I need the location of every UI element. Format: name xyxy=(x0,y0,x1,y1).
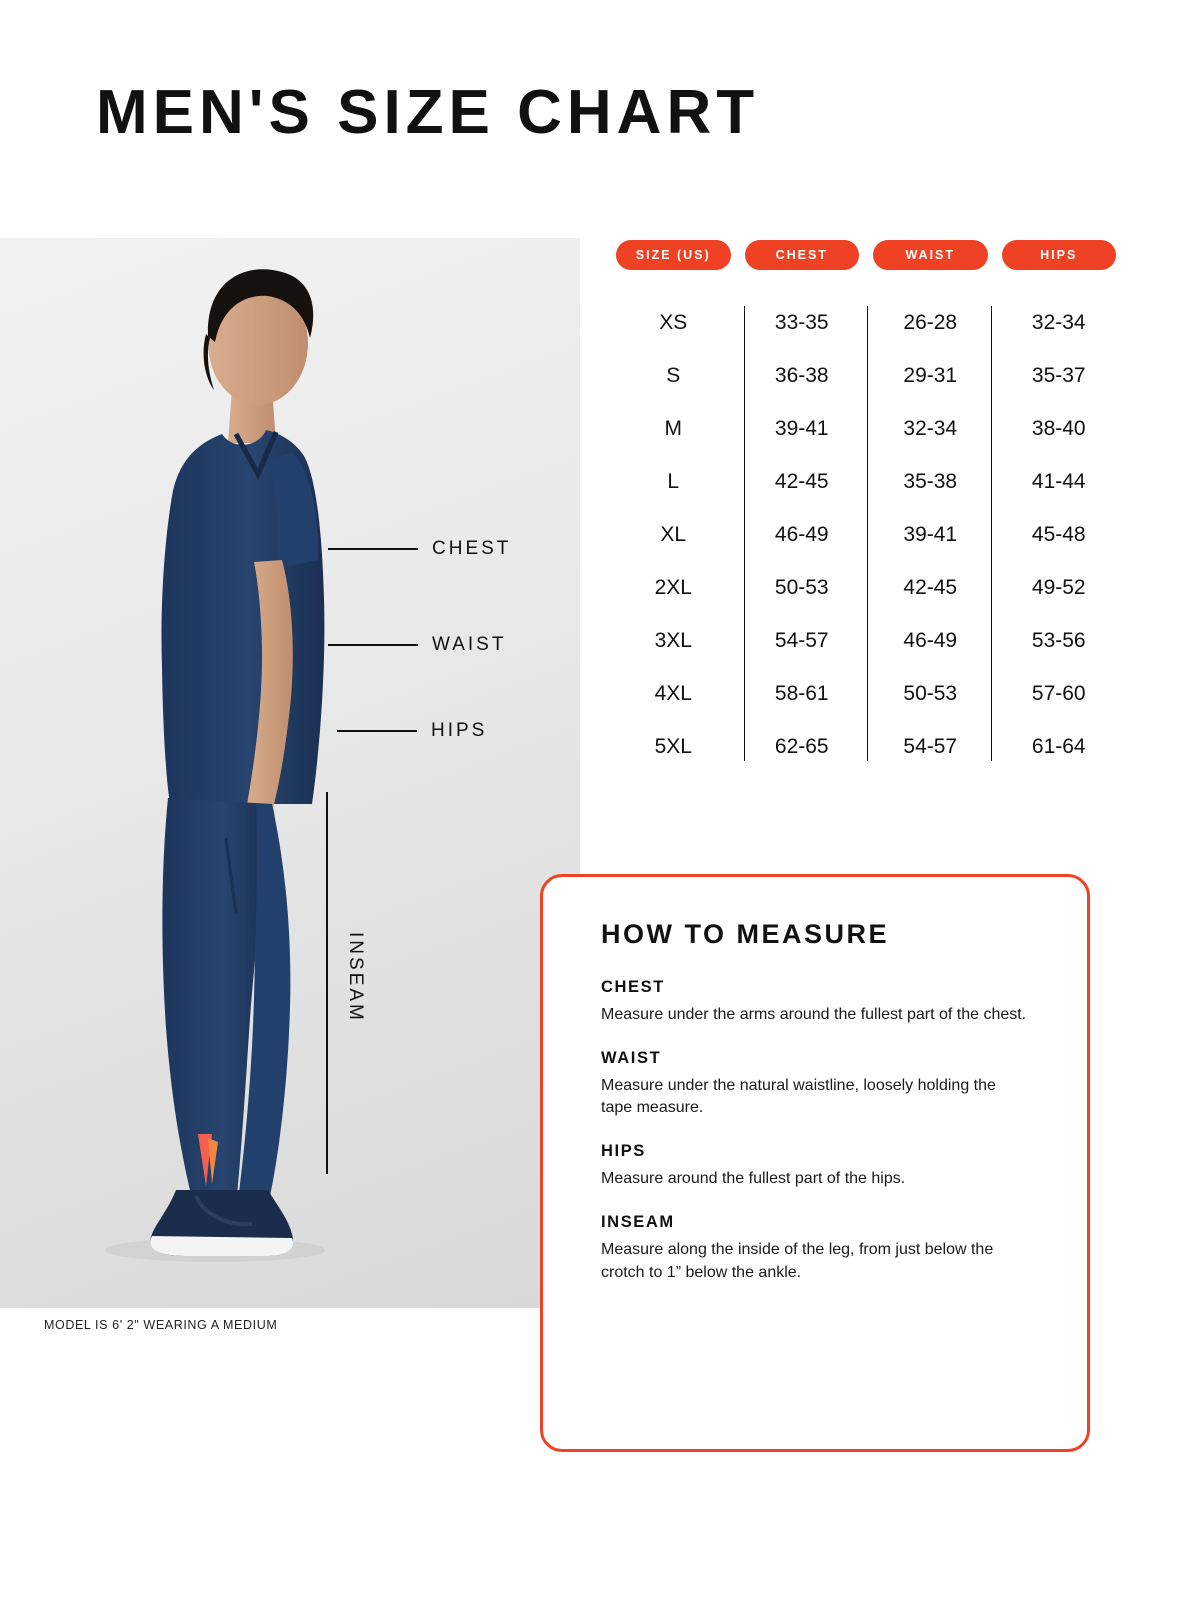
callout-line xyxy=(328,548,418,550)
callout-line xyxy=(337,730,417,732)
cell-waist: 50-53 xyxy=(903,681,958,705)
how-to-item-inseam xyxy=(601,1213,1041,1284)
cell-size: 3XL xyxy=(654,628,692,652)
how-to-desc-inseam: Measure along the inside of the leg, from just below the crotch to 1” below the ankle. xyxy=(601,1240,994,1281)
table-body xyxy=(616,296,1116,773)
callout-hips-label: HIPS xyxy=(431,720,488,741)
table-row xyxy=(616,614,1116,667)
cell-hips: 53-56 xyxy=(1031,628,1086,652)
callout-line xyxy=(328,644,418,646)
cell-chest: 54-57 xyxy=(774,628,829,652)
cell-hips: 45-48 xyxy=(1031,522,1086,546)
cell-hips: 49-52 xyxy=(1031,575,1086,599)
cell-hips: 61-64 xyxy=(1031,734,1086,758)
column-header-size: SIZE (US) xyxy=(616,240,731,270)
cell-waist: 32-34 xyxy=(903,416,958,440)
cell-size: 2XL xyxy=(654,575,692,599)
how-to-item-waist xyxy=(601,1049,1041,1120)
cell-chest: 46-49 xyxy=(774,522,829,546)
cell-hips: 57-60 xyxy=(1031,681,1086,705)
model-illustration xyxy=(0,238,580,1308)
cell-waist: 46-49 xyxy=(903,628,958,652)
cell-size: 5XL xyxy=(654,734,692,758)
callout-inseam-label: INSEAM xyxy=(345,932,366,1023)
cell-chest: 39-41 xyxy=(774,416,829,440)
cell-waist: 29-31 xyxy=(903,363,958,387)
cell-waist: 35-38 xyxy=(903,469,958,493)
table-row xyxy=(616,402,1116,455)
cell-waist: 42-45 xyxy=(903,575,958,599)
cell-hips: 41-44 xyxy=(1031,469,1086,493)
callout-vertical-line xyxy=(326,792,328,1174)
cell-chest: 58-61 xyxy=(774,681,829,705)
how-to-item-chest xyxy=(601,978,1041,1027)
table-row xyxy=(616,720,1116,773)
callout-waist-label: WAIST xyxy=(432,634,507,655)
column-header-chest: CHEST xyxy=(745,240,860,270)
column-separator xyxy=(991,306,992,761)
table-header-row xyxy=(616,240,1116,270)
callout-hips xyxy=(337,720,487,742)
how-to-term-waist: WAIST xyxy=(601,1048,662,1067)
column-header-waist: WAIST xyxy=(873,240,988,270)
how-to-measure-panel xyxy=(540,874,1090,1452)
cell-waist: 39-41 xyxy=(903,522,958,546)
cell-waist: 26-28 xyxy=(903,310,958,334)
cell-waist: 54-57 xyxy=(903,734,958,758)
callout-inseam xyxy=(326,792,366,1174)
model-photo xyxy=(0,238,580,1308)
model-caption: MODEL IS 6' 2" WEARING A MEDIUM xyxy=(44,1318,278,1332)
table-row xyxy=(616,349,1116,402)
table-row xyxy=(616,667,1116,720)
cell-size: XS xyxy=(659,310,688,334)
cell-size: L xyxy=(667,469,680,493)
how-to-term-hips: HIPS xyxy=(601,1142,646,1161)
table-row xyxy=(616,561,1116,614)
table-row xyxy=(616,455,1116,508)
cell-chest: 36-38 xyxy=(774,363,829,387)
cell-hips: 35-37 xyxy=(1031,363,1086,387)
column-separator xyxy=(744,306,745,761)
cell-hips: 38-40 xyxy=(1031,416,1086,440)
how-to-desc-waist: Measure under the natural waistline, loosely holding the tape measure. xyxy=(601,1076,996,1117)
page-title: MEN'S SIZE CHART xyxy=(96,78,760,147)
cell-size: M xyxy=(664,416,682,440)
how-to-term-chest: CHEST xyxy=(601,978,665,996)
cell-size: XL xyxy=(660,522,687,546)
how-to-measure-title: HOW TO MEASURE xyxy=(601,919,890,949)
how-to-desc-chest: Measure under the arms around the fullest part of the chest. xyxy=(601,1006,1027,1023)
column-separator xyxy=(867,306,868,761)
column-header-hips: HIPS xyxy=(1002,240,1117,270)
size-chart-table xyxy=(616,240,1116,773)
callout-chest xyxy=(328,538,511,560)
cell-size: S xyxy=(666,363,681,387)
table-row xyxy=(616,508,1116,561)
callout-chest-label: CHEST xyxy=(432,538,512,559)
how-to-term-inseam: INSEAM xyxy=(601,1212,675,1231)
how-to-item-hips xyxy=(601,1142,1041,1191)
cell-chest: 50-53 xyxy=(774,575,829,599)
table-row xyxy=(616,296,1116,349)
cell-chest: 33-35 xyxy=(774,310,829,334)
cell-chest: 62-65 xyxy=(774,734,829,758)
cell-hips: 32-34 xyxy=(1031,310,1086,334)
cell-chest: 42-45 xyxy=(774,469,829,493)
how-to-desc-hips: Measure around the fullest part of the hips. xyxy=(601,1170,906,1188)
callout-waist xyxy=(328,634,506,656)
cell-size: 4XL xyxy=(654,681,692,705)
